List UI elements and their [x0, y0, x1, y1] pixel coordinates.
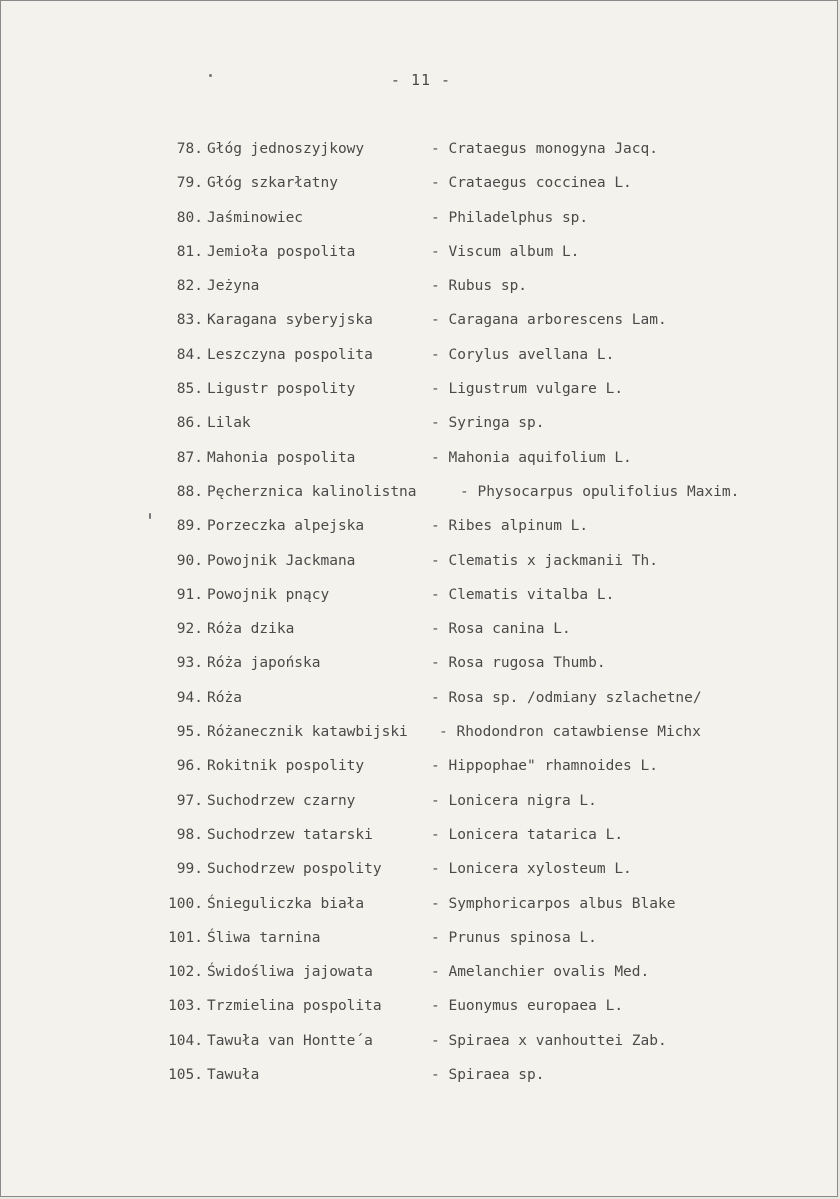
- polish-name: Leszczyna pospolita: [207, 346, 373, 363]
- entry-number: 103.: [168, 998, 203, 1015]
- entry-number: 98.: [176, 826, 203, 843]
- list-item: [1, 690, 840, 724]
- latin-name: - Rhodondron catawbiense Michx: [439, 724, 701, 741]
- list-item: [1, 896, 840, 930]
- species-list: [1, 141, 840, 1101]
- entry-number: 81.: [176, 243, 203, 260]
- polish-name: Róża: [207, 689, 242, 706]
- polish-name: Trzmielina pospolita: [207, 998, 382, 1015]
- polish-name: Jemioła pospolita: [207, 243, 356, 260]
- latin-name: - Lonicera nigra L.: [431, 792, 597, 809]
- entry-number: 87.: [176, 449, 203, 466]
- latin-name: - Spiraea x vanhouttei Zab.: [431, 1032, 667, 1049]
- polish-name: Suchodrzew czarny: [207, 792, 356, 809]
- polish-name: Jaśminowiec: [207, 209, 304, 226]
- list-item: [1, 450, 840, 484]
- entry-number: 86.: [176, 415, 203, 432]
- polish-name: Ligustr pospolity: [207, 381, 356, 398]
- latin-name: - Mahonia aquifolium L.: [431, 449, 632, 466]
- polish-name: Tawuła: [207, 1067, 260, 1084]
- entry-number: 90.: [176, 552, 203, 569]
- latin-name: - Viscum album L.: [431, 243, 580, 260]
- latin-name: - Philadelphus sp.: [431, 209, 589, 226]
- entry-number: 95.: [176, 724, 203, 741]
- list-item: [1, 244, 840, 278]
- entry-number: 100.: [168, 895, 203, 912]
- latin-name: - Clematis vitalba L.: [431, 586, 615, 603]
- entry-number: 88.: [176, 483, 203, 500]
- entry-number: 101.: [168, 929, 203, 946]
- latin-name: - Syringa sp.: [431, 415, 545, 432]
- list-item: [1, 621, 840, 655]
- latin-name: - Rubus sp.: [431, 278, 528, 295]
- list-item: [1, 278, 840, 312]
- list-item: [1, 141, 840, 175]
- latin-name: - Ribes alpinum L.: [431, 518, 589, 535]
- list-item: [1, 381, 840, 415]
- latin-name: - Caragana arborescens Lam.: [431, 312, 667, 329]
- latin-name: - Spiraea sp.: [431, 1067, 545, 1084]
- entry-number: 79.: [176, 175, 203, 192]
- list-item: [1, 793, 840, 827]
- polish-name: Lilak: [207, 415, 251, 432]
- entry-number: 102.: [168, 964, 203, 981]
- latin-name: - Amelanchier ovalis Med.: [431, 964, 650, 981]
- list-item: [1, 175, 840, 209]
- entry-number: 92.: [176, 621, 203, 638]
- list-item: [1, 415, 840, 449]
- entry-number: 83.: [176, 312, 203, 329]
- list-item: [1, 758, 840, 792]
- list-item: [1, 484, 840, 518]
- latin-name: - Crataegus coccinea L.: [431, 175, 632, 192]
- list-item: [1, 587, 840, 621]
- polish-name: Suchodrzew pospolity: [207, 861, 382, 878]
- polish-name: Głóg jednoszyjkowy: [207, 141, 365, 157]
- list-item: [1, 518, 840, 552]
- entry-number: 94.: [176, 689, 203, 706]
- polish-name: Tawuła van Hontte´a: [207, 1032, 373, 1049]
- polish-name: Porzeczka alpejska: [207, 518, 365, 535]
- polish-name: Jeżyna: [207, 278, 260, 295]
- list-item: [1, 1033, 840, 1067]
- list-item: [1, 861, 840, 895]
- entry-number: 91.: [176, 586, 203, 603]
- polish-name: Powojnik pnący: [207, 586, 330, 603]
- latin-name: - Prunus spinosa L.: [431, 929, 597, 946]
- list-item: [1, 827, 840, 861]
- latin-name: - Lonicera tatarica L.: [431, 826, 624, 843]
- latin-name: - Rosa sp. /odmiany szlachetne/: [431, 689, 702, 706]
- latin-name: - Ligustrum vulgare L.: [431, 381, 624, 398]
- list-item: [1, 998, 840, 1032]
- latin-name: - Symphoricarpos albus Blake: [431, 895, 676, 912]
- list-item: [1, 724, 840, 758]
- latin-name: - Hippophae" rhamnoides L.: [431, 758, 658, 775]
- polish-name: Rokitnik pospolity: [207, 758, 365, 775]
- polish-name: Pęcherznica kalinolistna: [207, 483, 417, 500]
- polish-name: Mahonia pospolita: [207, 449, 356, 466]
- polish-name: Róża japońska: [207, 655, 321, 672]
- list-item: [1, 553, 840, 587]
- list-item: [1, 312, 840, 346]
- polish-name: Suchodrzew tatarski: [207, 826, 373, 843]
- list-item: [1, 930, 840, 964]
- entry-number: 89.: [176, 518, 203, 535]
- entry-number: 93.: [176, 655, 203, 672]
- entry-number: 84.: [176, 346, 203, 363]
- polish-name: Róża dzika: [207, 621, 295, 638]
- list-item: [1, 347, 840, 381]
- latin-name: - Euonymus europaea L.: [431, 998, 624, 1015]
- entry-number: 105.: [168, 1067, 203, 1084]
- polish-name: Powojnik Jackmana: [207, 552, 356, 569]
- polish-name: Karagana syberyjska: [207, 312, 373, 329]
- polish-name: Świdośliwa jajowata: [207, 964, 373, 981]
- latin-name: - Clematis x jackmanii Th.: [431, 552, 658, 569]
- polish-name: Różanecznik katawbijski: [207, 724, 408, 741]
- entry-number: 85.: [176, 381, 203, 398]
- polish-name: Śnieguliczka biała: [207, 895, 365, 912]
- latin-name: - Physocarpus opulifolius Maxim.: [460, 483, 740, 500]
- latin-name: - Rosa canina L.: [431, 621, 571, 638]
- entry-number: 80.: [176, 209, 203, 226]
- list-item: [1, 210, 840, 244]
- entry-number: 97.: [176, 792, 203, 809]
- list-item: [1, 1067, 840, 1101]
- latin-name: - Corylus avellana L.: [431, 346, 615, 363]
- latin-name: - Lonicera xylosteum L.: [431, 861, 632, 878]
- entry-number: 99.: [176, 861, 203, 878]
- entry-number: 96.: [176, 758, 203, 775]
- latin-name: - Rosa rugosa Thumb.: [431, 655, 606, 672]
- polish-name: Śliwa tarnina: [207, 929, 321, 946]
- list-item: [1, 655, 840, 689]
- entry-number: 78.: [176, 141, 203, 157]
- entry-number: 82.: [176, 278, 203, 295]
- page-number: - 11 -: [390, 71, 452, 89]
- latin-name: - Crataegus monogyna Jacq.: [431, 141, 658, 157]
- list-item: [1, 964, 840, 998]
- polish-name: Głóg szkarłatny: [207, 175, 338, 192]
- entry-number: 104.: [168, 1032, 203, 1049]
